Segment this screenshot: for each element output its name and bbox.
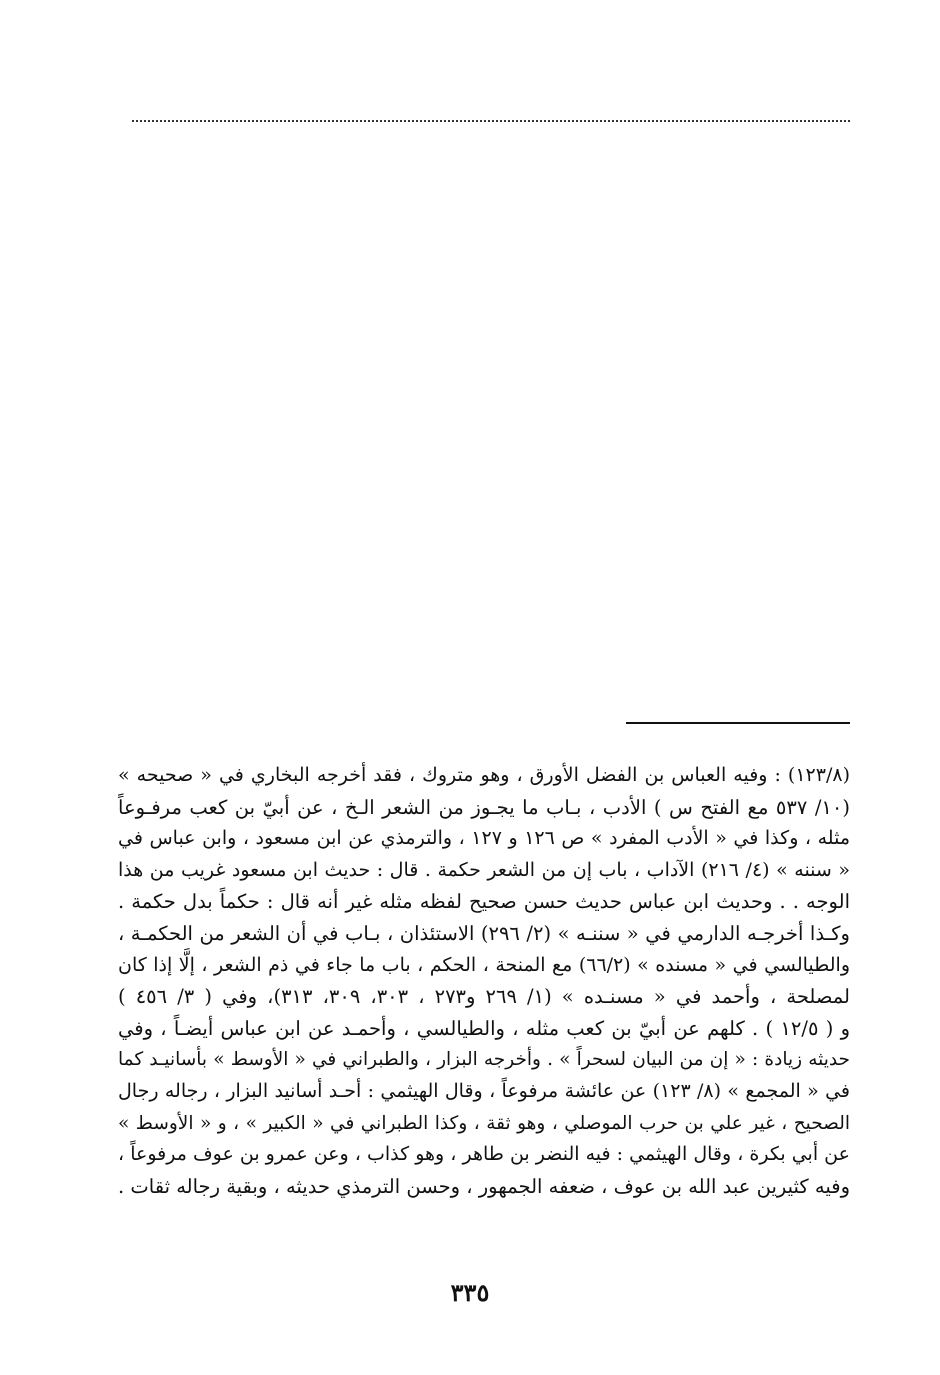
footnote-line: (١٢٣/٨) : وفيه العباس بن الفضل الأورق ، وهو متروك ، فقد أخرجه البخاري في « صحيحه » xyxy=(118,764,850,786)
footnote-line: عن أبي بكرة ، وقال الهيثمي : فيه النضر بن طاهر ، وهو كذاب ، وعن عمرو بن عوف مرفوعاً ، xyxy=(118,1143,850,1166)
footnote-line: « سننه » (٤/ ٢١٦) الآداب ، باب إن من الشعر حكمة . قال : حديث ابن مسعود غريب من هذا xyxy=(118,858,850,881)
dotted-separator xyxy=(132,120,850,122)
footnote-line: والطيالسي في « مسنده » (٦٦/٢) مع المنحة ، الحكم ، باب ما جاء في ذم الشعر ، إلَّا إذا كان xyxy=(118,953,850,976)
footnote-text xyxy=(118,760,850,1202)
footnote-line: مثله ، وكذا في « الأدب المفرد » ص ١٢٦ و ١٢٧ ، والترمذي عن ابن مسعود ، وابن عباس في xyxy=(118,827,850,850)
footnote-line: حديثه زيادة : « إن من البيان لسحراً » . وأخرجه البزار ، والطبراني في « الأوسط » بأسانيـد كما xyxy=(118,1049,850,1071)
footnote-line: في « المجمع » (٨/ ١٢٣) عن عائشة مرفوعاً ، وقال الهيثمي : أحـد أسانيد البزار ، رجاله رجال xyxy=(118,1079,850,1102)
footnote-line: وكـذا أخرجـه الدارمي في « سننـه » (٢/ ٢٩٦) الاستئذان ، بـاب في أن الشعر من الحكمـة ، xyxy=(118,921,850,945)
footnote-line: (١٠/ ٥٣٧ مع الفتح س ) الأدب ، بـاب ما يجـوز من الشعر الـخ ، عن أبيّ بن كعب مرفـوعاً xyxy=(118,795,850,819)
page-number: ٣٣٥ xyxy=(450,1278,490,1307)
footnote-line: لمصلحة ، وأحمد في « مسنـده » (١/ ٢٦٩ و٢٧٣ ، ٣٠٣، ٣٠٩، ٣١٣)، وفي ( ٣/ ٤٥٦ ) xyxy=(118,985,850,1009)
footnote-line: الصحيح ، غير علي بن حرب الموصلي ، وهو ثقة ، وكذا الطبراني في « الكبير » ، و « الأوسط » xyxy=(118,1112,850,1134)
footnote-line: الوجه . . وحديث ابن عباس حديث حسن صحيح لفظه مثله غير أنه قال : حكماً بدل حكمة . xyxy=(118,890,850,914)
footnote-line: وفيه كثيرين عبد الله بن عوف ، ضعفه الجمهور ، وحسن الترمذي حديثه ، وبقية رجاله ثقات . xyxy=(118,1174,850,1198)
footnote-separator xyxy=(626,722,850,724)
footnote-line: و ( ١٢/٥ ) . كلهم عن أبيّ بن كعب مثله ، والطيالسي ، وأحمـد عن ابن عباس أيضـاً ، وفي xyxy=(118,1016,850,1040)
